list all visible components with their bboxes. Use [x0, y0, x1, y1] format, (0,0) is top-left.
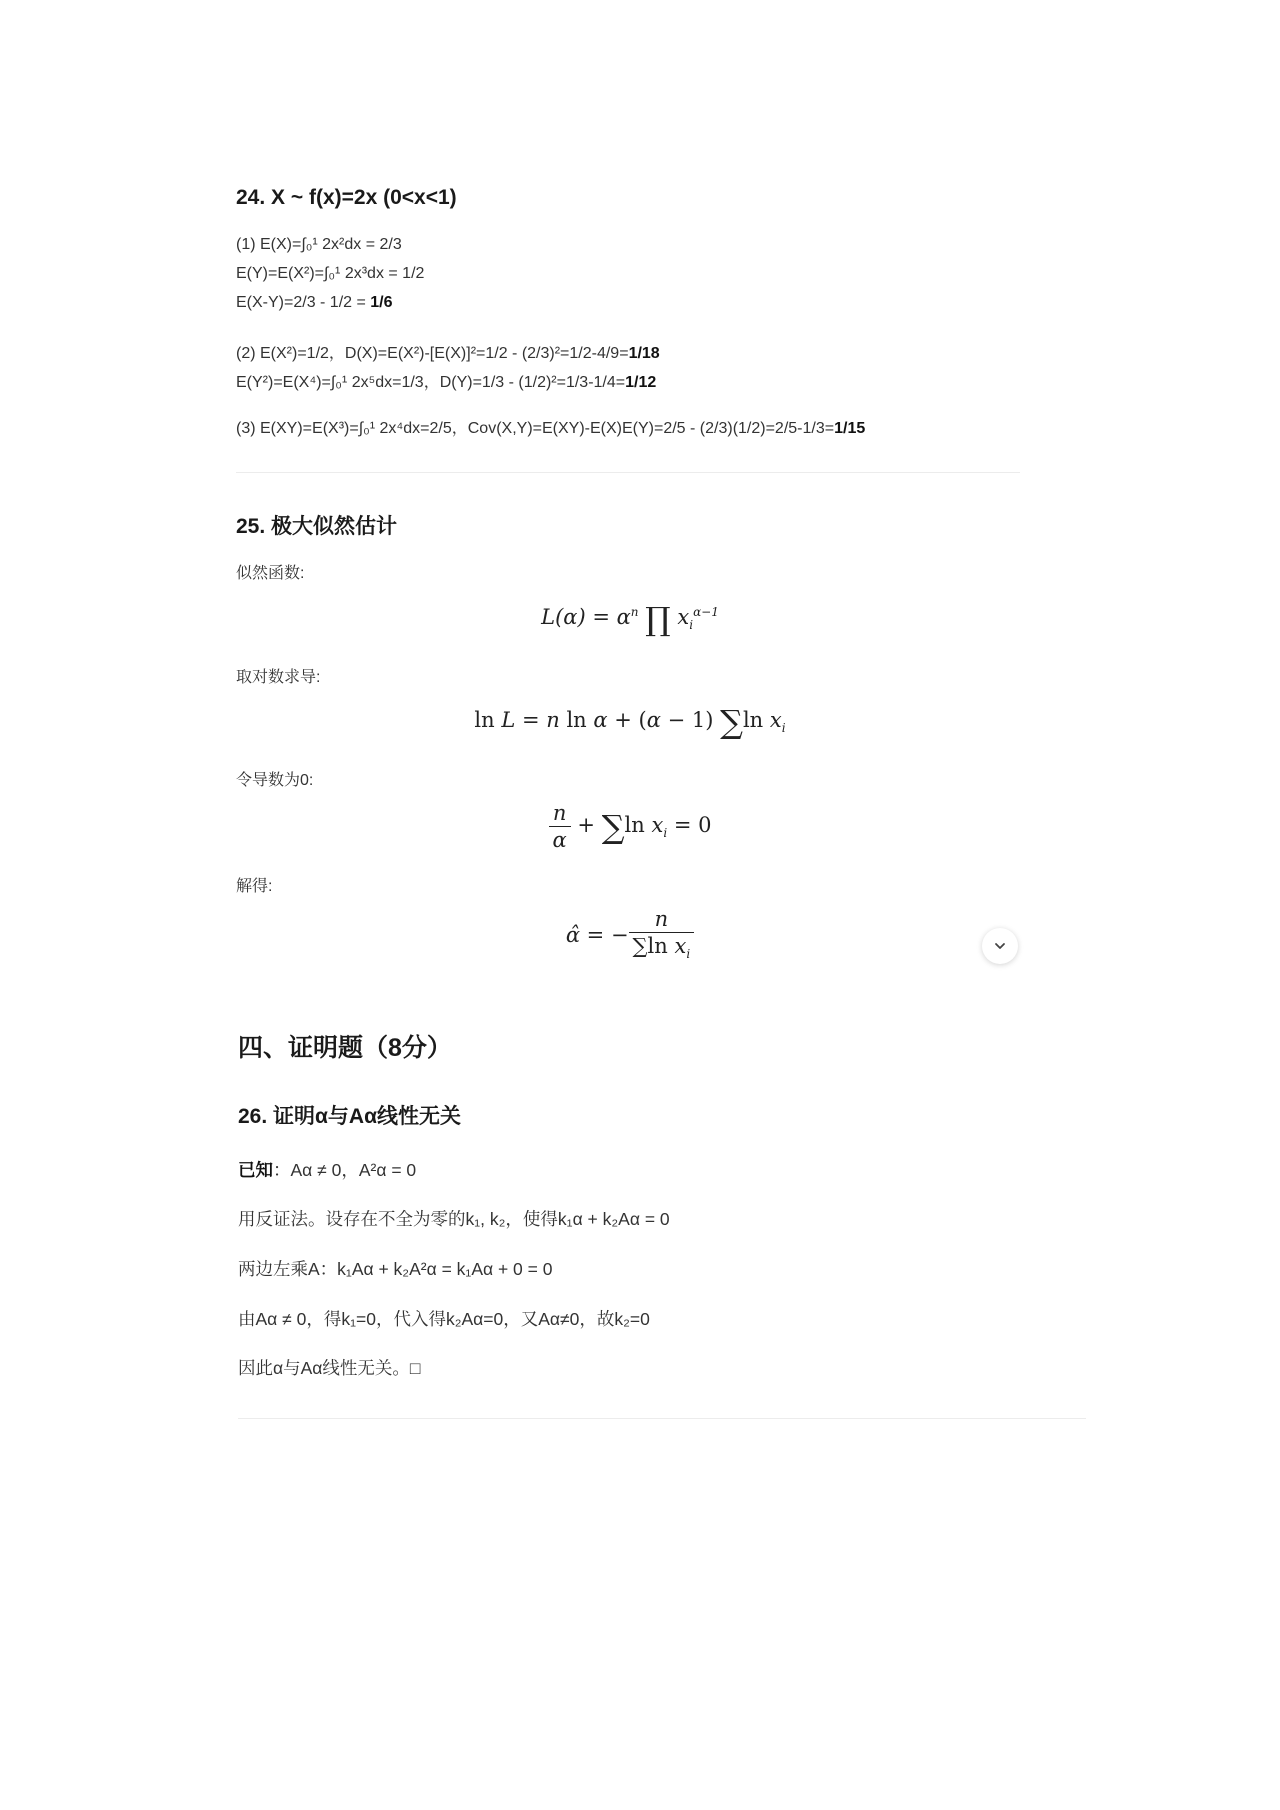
q24-part1-line1: (1) E(X)=∫₀¹ 2x²dx = 2/3 — [236, 236, 402, 253]
q24-part2-result-dy: 1/12 — [625, 374, 657, 391]
q24-part2-line2 — [236, 369, 656, 392]
q26-line-deduce: 由Aα ≠ 0，得k₁=0，代入得k₂Aα=0，又Aα≠0，故k₂=0 — [238, 1309, 650, 1329]
q25-label-solution: 解得: — [236, 878, 273, 895]
q24-part1-result: 1/6 — [370, 294, 393, 311]
q24-part3-text: (3) E(XY)=E(X³)=∫₀¹ 2x⁴dx=2/5，Cov(X,Y)=E(XY)-E(X)E(Y)=2/5 - (2/3)(1/2)=2/5-1/3= — [236, 420, 835, 437]
q24-part3-line — [236, 415, 865, 438]
q24-part1-line3-text: E(X-Y)=2/3 - 1/2 = — [236, 294, 371, 311]
q26-given-text: ：Aα ≠ 0，A²α = 0 — [273, 1160, 417, 1180]
q26-given-label: 已知 — [238, 1160, 273, 1180]
q25-title: 25. 极大似然估计 — [236, 515, 398, 538]
q24-part3-result: 1/15 — [834, 420, 866, 437]
q26-line-multiply: 两边左乘A：k₁Aα + k₂A²α = k₁Aα + 0 = 0 — [238, 1259, 553, 1279]
q24-part2-line1 — [236, 340, 660, 363]
formula-log-likelihood: ln L = n ln α + (α − 1) ∑ln $x_i$ — [474, 703, 786, 741]
q24-part2-line1-text: (2) E(X²)=1/2，D(X)=E(X²)-[E(X)]²=1/2 - (2/3)²=1/2-4/9= — [236, 345, 629, 362]
divider — [238, 1418, 1086, 1419]
q25-label-log: 取对数求导: — [236, 669, 321, 686]
chevron-down-icon — [993, 939, 1007, 953]
formula-likelihood: $L(\alpha) = \alpha^n$ ∏ $x_i^{\alpha-1}$ — [541, 600, 719, 638]
section4-title: 四、证明题（8分） — [238, 1034, 452, 1062]
q25-label-likelihood: 似然函数: — [236, 565, 305, 582]
q26-line-conclusion: 因此α与Aα线性无关。□ — [238, 1358, 421, 1378]
scroll-down-button[interactable] — [982, 928, 1018, 964]
divider — [236, 472, 1020, 473]
q24-part1-line2: E(Y)=E(X²)=∫₀¹ 2x³dx = 1/2 — [236, 265, 425, 282]
q25-label-derivative: 令导数为0: — [236, 772, 314, 789]
q26-given — [238, 1157, 416, 1182]
q24-part2-result-dx: 1/18 — [628, 345, 660, 362]
formula-derivative-zero: $\frac{n}{\alpha}$ + ∑ln $x_i = 0$ — [480, 800, 780, 853]
q24-part2-line2-text: E(Y²)=E(X⁴)=∫₀¹ 2x⁵dx=1/3，D(Y)=1/3 - (1/2)²=1/3-1/4= — [236, 374, 626, 391]
formula-estimator: α̂ = − $\frac{n}{\sum\ln x_i}$ — [500, 906, 760, 967]
q26-title: 26. 证明α与Aα线性无关 — [238, 1105, 462, 1128]
q26-line-contradiction: 用反证法。设存在不全为零的k₁, k₂，使得k₁α + k₂Aα = 0 — [238, 1209, 670, 1229]
q24-part1-line3 — [236, 294, 393, 312]
q24-title: 24. X ~ f(x)=2x (0<x<1) — [236, 186, 457, 209]
